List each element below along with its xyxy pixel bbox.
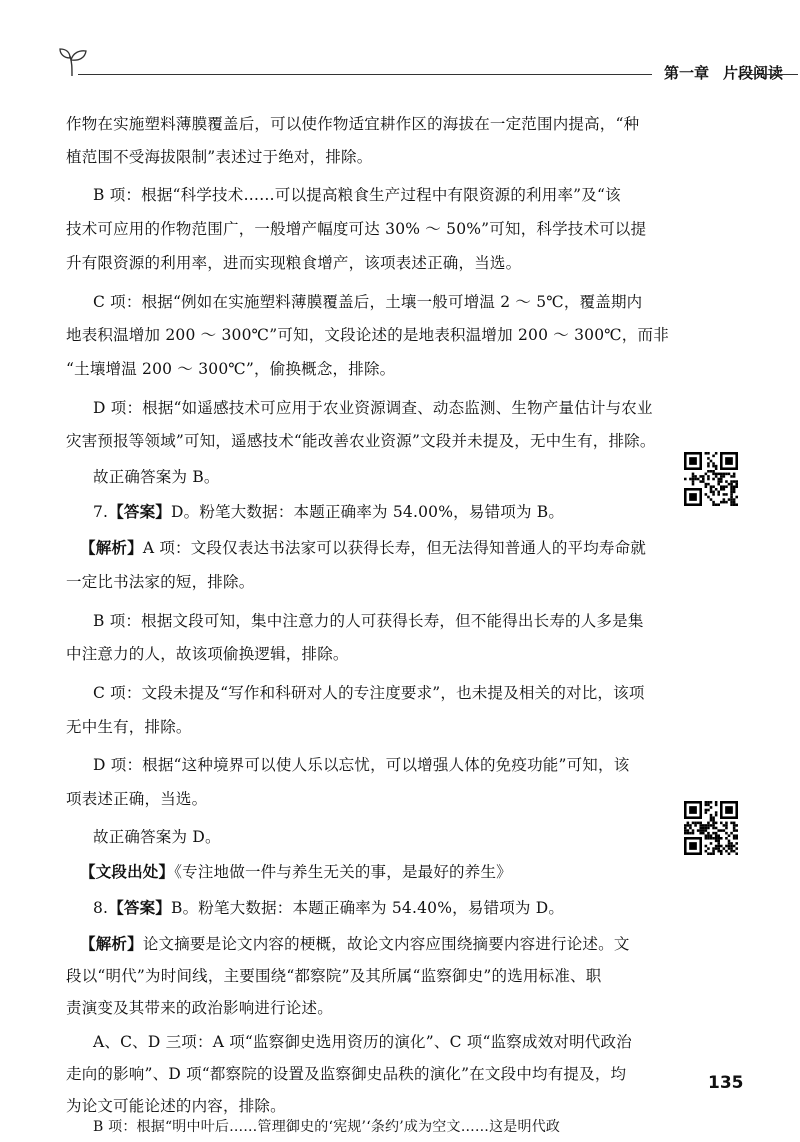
text-line: A、C、D 三项：A 项“监察御史选用资历的演化”、C 项“监察成效对明代政治 bbox=[93, 1033, 632, 1051]
header-rule-left bbox=[78, 74, 652, 75]
page-header bbox=[58, 46, 798, 86]
text-line: 无中生有，排除。 bbox=[66, 718, 192, 736]
q8-number: 8. bbox=[93, 899, 109, 917]
q7-analysis-text: A 项：文段仅表达书法家可以获得长寿，但无法得知普通人的平均寿命就 bbox=[142, 539, 647, 557]
q8-answer-tag: 【答案】 bbox=[108, 899, 172, 917]
text-line: C 项：根据“例如在实施塑料薄膜覆盖后，土壤一般可增温 2 ～ 5℃，覆盖期内 bbox=[93, 293, 643, 311]
text-line: 段以“明代”为时间线，主要围绕“都察院”及其所属“监察御史”的选用标准、职 bbox=[66, 967, 602, 985]
header-rule-right bbox=[740, 74, 798, 75]
text-line: 地表积温增加 200 ～ 300℃”可知，文段论述的是地表积温增加 200 ～ 300℃，而非 bbox=[66, 326, 669, 344]
text-line: 灾害预报等领域”可知，遥感技术“能改善农业资源”文段并未提及，无中生有，排除。 bbox=[66, 432, 656, 450]
text-line: 中注意力的人，故该项偷换逻辑，排除。 bbox=[66, 645, 349, 663]
text-line: 责演变及其带来的政治影响进行论述。 bbox=[66, 999, 333, 1017]
text-line: 植范围不受海拔限制”表述过于绝对，排除。 bbox=[66, 148, 373, 166]
qr-code-icon[interactable] bbox=[684, 452, 738, 506]
source-tag: 【文段出处】 bbox=[80, 863, 175, 881]
text-line: “土壤增温 200 ～ 300℃”，偷换概念，排除。 bbox=[66, 360, 396, 378]
text-line: 升有限资源的利用率，进而实现粮食增产，该项表述正确，当选。 bbox=[66, 254, 522, 272]
source-line bbox=[80, 860, 512, 882]
text-line: 故正确答案为 D。 bbox=[93, 828, 221, 846]
q7-answer-tag: 【答案】 bbox=[108, 503, 172, 521]
q8-analysis-line bbox=[80, 932, 630, 954]
q7-answer-line bbox=[93, 500, 564, 522]
q7-analysis-tag: 【解析】 bbox=[80, 539, 143, 557]
chapter-number: 第一章 bbox=[664, 64, 710, 82]
q8-answer-text: B。粉笔大数据：本题正确率为 54.40%，易错项为 D。 bbox=[171, 899, 565, 917]
q7-number: 7. bbox=[93, 503, 109, 521]
qr-code-icon[interactable] bbox=[684, 801, 738, 855]
source-title: 《专注地做一件与养生无关的事，是最好的养生》 bbox=[174, 863, 512, 881]
text-line: B 项：根据“明中叶后……管理御史的‘宪规’‘条约’成为空文……这是明代政 bbox=[93, 1119, 561, 1135]
q8-analysis-tag: 【解析】 bbox=[80, 935, 143, 953]
text-line: 故正确答案为 B。 bbox=[93, 468, 220, 486]
chapter-title: 片段阅读 bbox=[723, 64, 784, 82]
chapter-heading bbox=[664, 62, 797, 83]
text-line: D 项：根据“这种境界可以使人乐以忘忧，可以增强人体的免疫功能”可知，该 bbox=[93, 756, 630, 774]
page-number: 135 bbox=[708, 1073, 744, 1093]
q8-answer-line bbox=[93, 896, 564, 918]
text-line: D 项：根据“如遥感技术可应用于农业资源调查、动态监测、生物产量估计与农业 bbox=[93, 399, 653, 417]
text-line: 作物在实施塑料薄膜覆盖后，可以使作物适宜耕作区的海拔在一定范围内提高，“种 bbox=[66, 115, 640, 133]
q7-analysis-line bbox=[80, 536, 646, 558]
text-line: 项表述正确，当选。 bbox=[66, 790, 208, 808]
q7-answer-text: D。粉笔大数据：本题正确率为 54.00%，易错项为 B。 bbox=[171, 503, 565, 521]
text-line: 一定比书法家的短，排除。 bbox=[66, 573, 255, 591]
text-line: C 项：文段未提及“写作和科研对人的专注度要求”，也未提及相关的对比，该项 bbox=[93, 684, 645, 702]
q8-analysis-text: 论文摘要是论文内容的梗概，故论文内容应围绕摘要内容进行论述。文 bbox=[142, 935, 630, 953]
text-line: B 项：根据文段可知，集中注意力的人可获得长寿，但不能得出长寿的人多是集 bbox=[93, 612, 644, 630]
text-line: 走向的影响”、D 项“都察院的设置及监察御史品秩的演化”在文段中均有提及，均 bbox=[66, 1065, 627, 1083]
text-line: 技术可应用的作物范围广，一般增产幅度可达 30% ～ 50%”可知，科学技术可以提 bbox=[66, 220, 647, 238]
text-line: 为论文可能论述的内容，排除。 bbox=[66, 1097, 286, 1115]
text-line: B 项：根据“科学技术……可以提高粮食生产过程中有限资源的利用率”及“该 bbox=[93, 186, 621, 204]
